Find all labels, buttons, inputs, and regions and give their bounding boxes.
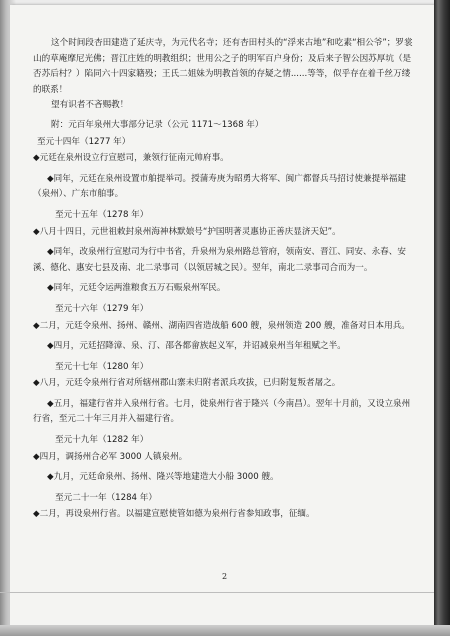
event-item: ◆八月，元廷令泉州行省对所辖州郡山寨未归附者派兵攻拔，已归附复叛者屠之。 <box>33 378 341 389</box>
page-binding-edge <box>434 0 450 636</box>
intro-paragraph: 这个时间段杏田建造了延庆寺，为元代名寺；还有杏田村头的“浮来古地”和吃素“相公爷”；罗裳山的草庵摩尼光佛；晋江庄姓的明教组织；世用公之子的明军百户身份；及后来子智公因苏厚坑（是否苏后村？）陷同六十四家籍殁；王氏二姐妹为明教首领的存疑之情......等等，似乎存在着千丝万缕的联系！ <box>33 38 413 95</box>
entry-1279 <box>33 302 415 355</box>
event-item: ◆四月，调扬州合必军 3000 人镇泉州。 <box>33 451 188 462</box>
page-fold-line <box>0 592 434 593</box>
year-heading: 至元十七年（1280 年） <box>55 361 149 372</box>
event-item: ◆五月，福建行省并入泉州行省。七月，徙泉州行省于隆兴（今南昌）。翌年十月前，又设立泉州行省，至元二十年三月并入福建行省。 <box>33 398 411 425</box>
event-item: ◆九月，元廷命泉州、扬州、隆兴等地建造大小船 3000 艘。 <box>47 472 279 483</box>
event-item: ◆元廷在泉州设立行宣慰司，兼领行征南元帅府事。 <box>33 153 229 164</box>
document-body <box>33 36 415 523</box>
page-number: 2 <box>222 572 228 581</box>
entry-1282 <box>33 433 415 486</box>
event-item: ◆八月十四日，元世祖敕封泉州海神林默娘号“护国明著灵惠协正善庆显济天妃”。 <box>33 226 341 237</box>
entry-1277 <box>33 135 415 203</box>
appendix-title: 附：元百年泉州大事部分记录（公元 1171～1368 年） <box>51 119 264 130</box>
closing-remark: 望有识者不吝赐教！ <box>51 100 129 111</box>
page-bottom-edge <box>0 625 450 636</box>
entry-1278 <box>33 208 415 297</box>
event-item: ◆同年，改泉州行宣慰司为行中书省，升泉州为泉州路总管府，领南安、晋江、同安、永春、安溪、德化、惠安七县及南、北二录事司（以领居城之民）。翌年，南北二录事司合而为一。 <box>33 247 406 273</box>
year-heading: 至元十四年（1277 年） <box>37 136 131 147</box>
year-heading: 至元十九年（1282 年） <box>55 435 149 446</box>
year-heading: 至元十五年（1278 年） <box>55 209 149 220</box>
event-item: ◆二月，元廷令泉州、扬州、赣州、湖南四省造战船 600 艘，泉州领造 200 艘，准备对日本用兵。 <box>33 320 410 331</box>
entry-1284 <box>33 491 415 523</box>
event-item: ◆同年，元廷在泉州设置市舶提举司。授蒲寿庚为昭勇大将军、闽广都督兵马招讨使兼提举福建（泉州）、广东市舶事。 <box>33 173 406 200</box>
event-item: ◆二月，再设泉州行省。以福建宣慰使管如德为泉州行省参知政事，征缅。 <box>33 509 315 520</box>
year-heading: 至元十六年（1279 年） <box>55 303 149 314</box>
event-item: ◆同年，元廷令运两淮粮食五万石赈泉州军民。 <box>47 283 226 294</box>
event-item: ◆四月，元廷招降漳、泉、汀、邵各都畲族起义军，并诏减泉州当年租赋之半。 <box>47 341 346 352</box>
year-heading: 至元二十一年（1284 年） <box>55 492 157 503</box>
entry-1280 <box>33 360 415 428</box>
